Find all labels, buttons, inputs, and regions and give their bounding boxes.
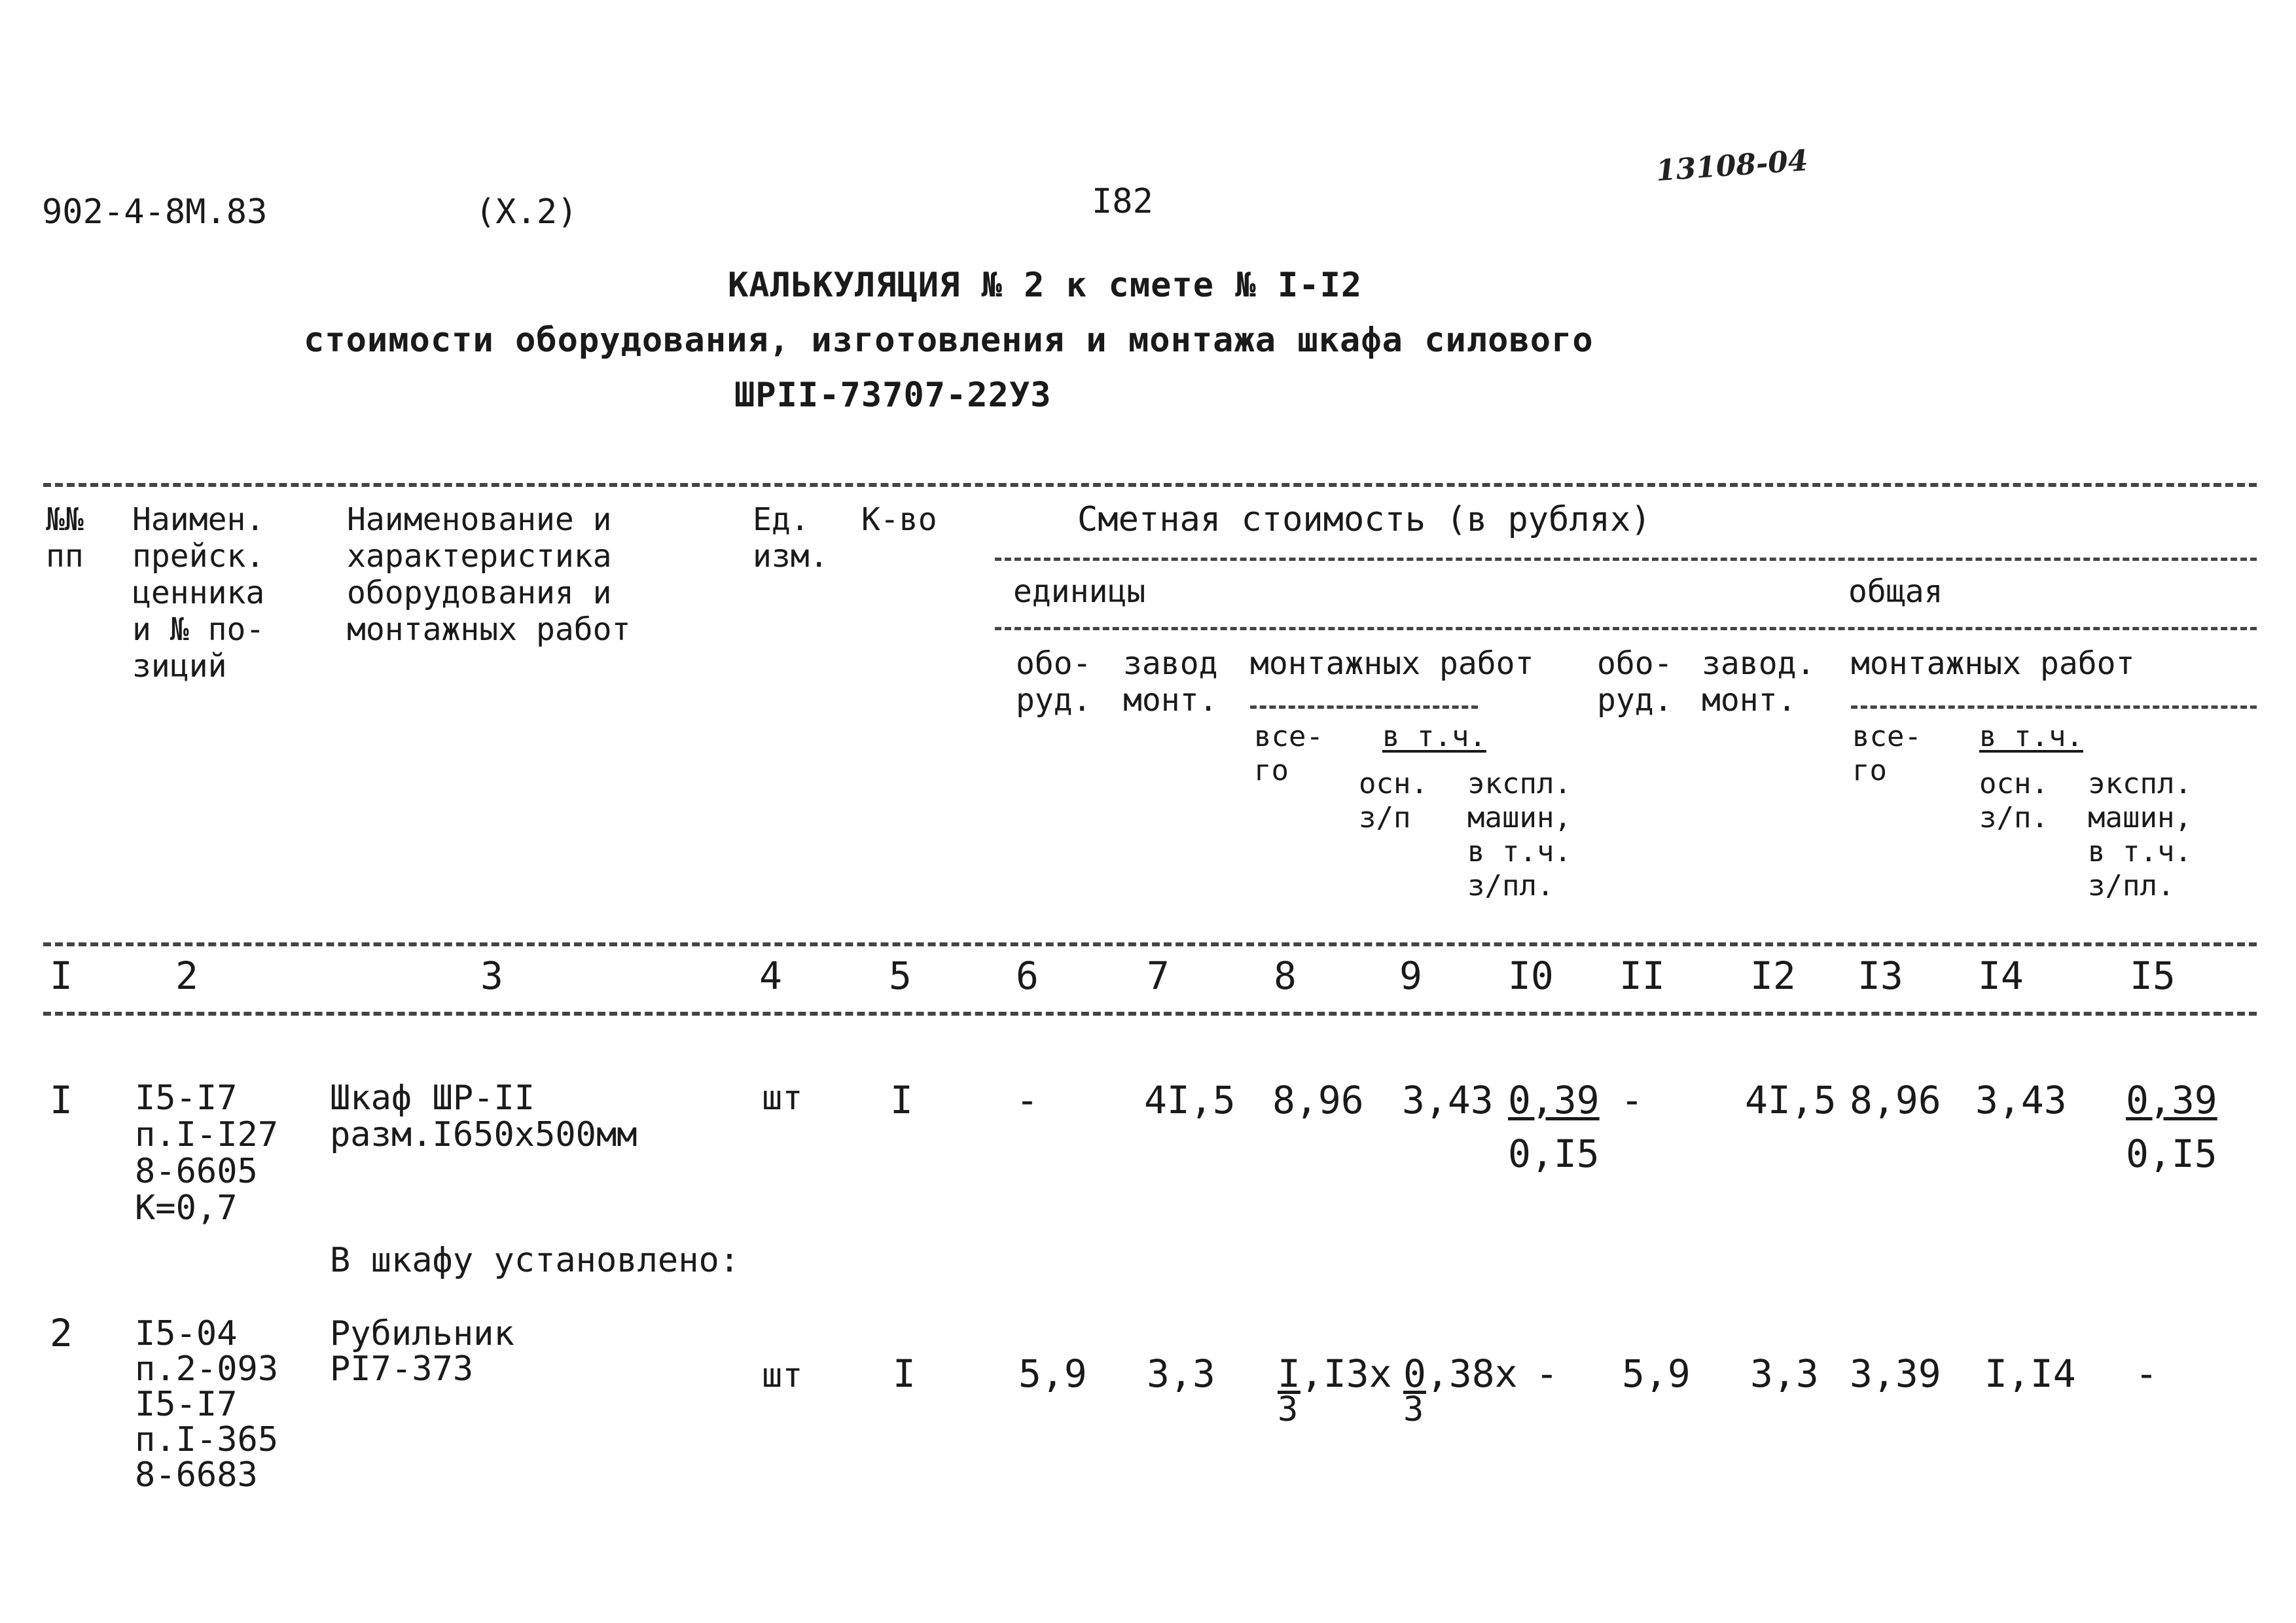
item-name-line: РI7-373 [330,1349,474,1389]
header-v-tch: в т.ч. [1382,720,1486,753]
header-zavod-mont-total: завод. [1702,645,1816,682]
column-number: I5 [2130,954,2176,998]
header-ekspl: экспл. [1467,767,1571,800]
column-number: 5 [889,954,912,998]
cell-c13: 3,39 [1850,1351,1941,1396]
cell-c15-top: 0,39 [2126,1078,2217,1122]
cell-c11: - [1621,1078,1643,1122]
table-top-rule [43,483,2257,487]
header-v-tch-total: в т.ч. [1979,720,2083,753]
header-col-2-line: и № по- [132,611,265,648]
header-col-4-line: изм. [753,538,829,575]
cell-c10-top: 0,39 [1508,1078,1600,1122]
header-col-2-line: зиций [132,648,227,685]
price-ref-line: п.I-I27 [135,1115,279,1154]
cell-c8: 8,96 [1272,1078,1364,1122]
handwritten-reference: 13108-04 [1655,143,1810,188]
cell-c15: - [2135,1351,2158,1396]
item-name-line: Шкаф ШР-II [330,1079,535,1118]
price-ref-line: 8-6605 [135,1152,258,1191]
price-ref-line: К=0,7 [135,1188,238,1228]
column-number: 4 [759,954,782,998]
cell-c8-rest: ,I3х [1300,1351,1392,1396]
column-number: I [50,954,73,998]
price-ref-line: 8-6683 [135,1455,258,1495]
cell-c9: 3,43 [1402,1078,1494,1122]
price-ref-line: I5-I7 [135,1079,238,1118]
page-number: I82 [1092,182,1153,221]
header-group-total: общая [1848,573,1943,610]
row-number: 2 [50,1311,73,1355]
item-unit: шт [762,1356,803,1395]
header-rule [995,558,2257,561]
header-rule [995,627,2257,630]
header-ekspl-total: экспл. [2088,767,2192,800]
price-ref-line: п.2-093 [135,1349,279,1389]
title-line-1: КАЛЬКУЛЯЦИЯ № 2 к смете № I-I2 [728,266,1363,305]
header-ekspl: в т.ч. [1467,835,1571,868]
section-subheading: В шкафу установлено: [330,1241,740,1280]
header-rule [1851,705,2257,709]
header-zavod-mont: завод [1123,645,1218,682]
header-col-3-line: оборудования и [347,575,612,611]
cell-c8-num: I [1278,1351,1300,1396]
column-number: 9 [1399,954,1422,998]
item-qty: I [890,1078,913,1122]
header-group-unit: единицы [1013,573,1146,610]
cell-c10-bottom: 0,I5 [1508,1132,1600,1176]
header-zavod-mont: монт. [1123,682,1218,719]
column-number: 7 [1147,954,1170,998]
cell-c13: 8,96 [1850,1078,1941,1122]
header-col-5: К-во [861,501,937,538]
cell-c9-num: 0 [1403,1351,1426,1396]
header-vse-go-total: все- [1852,720,1922,753]
header-obo-rud: обо- [1016,645,1092,682]
cell-c7: 3,3 [1147,1351,1215,1396]
header-vse-go: го [1254,754,1289,787]
header-vse-go-total: го [1852,754,1887,787]
header-group-cost: Сметная стоимость (в рублях) [1077,500,1651,539]
document-code: 902-4-8М.83 [42,192,268,232]
header-osn-zp-total: осн. [1979,767,2049,800]
header-montazh-rabot-total: монтажных работ [1851,645,2135,682]
cell-c9-sub: 3 [1403,1390,1424,1429]
header-col-1-line: №№ [46,501,84,538]
header-ekspl: з/пл. [1467,869,1554,902]
row-number: I [50,1078,73,1122]
item-name-line: разм.I650х500мм [330,1115,637,1154]
column-number: 2 [175,954,198,998]
cell-c8-sub: 3 [1278,1390,1299,1429]
column-numbers-bottom-rule [43,1012,2257,1016]
section-code: (Х.2) [475,192,578,232]
header-col-2-line: ценника [132,575,265,611]
column-number: 3 [480,954,503,998]
header-col-2-line: прейск. [132,538,265,575]
column-number: 6 [1016,954,1039,998]
header-vse-go: все- [1254,720,1323,753]
header-rule [1250,705,1478,709]
price-ref-line: I5-I7 [135,1385,238,1424]
header-ekspl-total: машин, [2088,801,2192,834]
cell-c10: - [1535,1351,1558,1396]
header-ekspl-total: з/пл. [2088,869,2175,902]
cell-c15-bottom: 0,I5 [2126,1132,2217,1176]
header-montazh-rabot: монтажных работ [1250,645,1534,682]
column-number: 8 [1274,954,1297,998]
price-ref-line: I5-04 [135,1314,238,1353]
header-obo-rud-total: руд. [1597,682,1673,719]
cell-c14: 3,43 [1975,1078,2067,1122]
item-name-line: Рубильник [330,1314,514,1353]
cell-c8-value [1278,1351,1392,1396]
cell-c11: 5,9 [1622,1351,1691,1396]
header-zavod-mont-total: монт. [1702,682,1797,719]
header-obo-rud: руд. [1016,682,1092,719]
header-col-3-line: Наименование и [347,501,612,538]
cell-c14: I,I4 [1984,1351,2076,1396]
cell-c9-rest: ,38х [1426,1351,1518,1396]
header-col-2-line: Наимен. [132,501,265,538]
header-osn-zp: з/п [1359,801,1411,834]
header-col-3-line: монтажных работ [347,611,631,648]
item-unit: шт [762,1079,803,1118]
header-col-4-line: Ед. [753,501,810,538]
cell-c9-value [1403,1351,1518,1396]
cell-c7: 4I,5 [1144,1078,1236,1122]
column-number: I4 [1978,954,2024,998]
header-ekspl: машин, [1467,801,1571,834]
column-numbers-top-rule [43,942,2257,946]
header-ekspl-total: в т.ч. [2088,835,2192,868]
cell-c6: - [1016,1078,1039,1122]
header-col-1-line: пп [46,538,84,575]
column-number: II [1619,954,1665,998]
column-number: I3 [1857,954,1903,998]
column-number: I0 [1508,954,1554,998]
price-ref-line: п.I-365 [135,1420,279,1459]
cell-c6: 5,9 [1018,1351,1087,1396]
cell-c12: 3,3 [1750,1351,1819,1396]
header-osn-zp: осн. [1359,767,1428,800]
header-obo-rud-total: обо- [1597,645,1673,682]
header-osn-zp-total: з/п. [1979,801,2049,834]
item-qty: I [893,1351,916,1396]
cell-c12: 4I,5 [1745,1078,1837,1122]
title-line-3: ШРII-73707-22УЗ [734,376,1052,415]
header-col-3-line: характеристика [347,538,612,575]
title-line-2: стоимости оборудования, изготовления и монтажа шкафа силового [304,321,1594,360]
column-number: I2 [1750,954,1796,998]
